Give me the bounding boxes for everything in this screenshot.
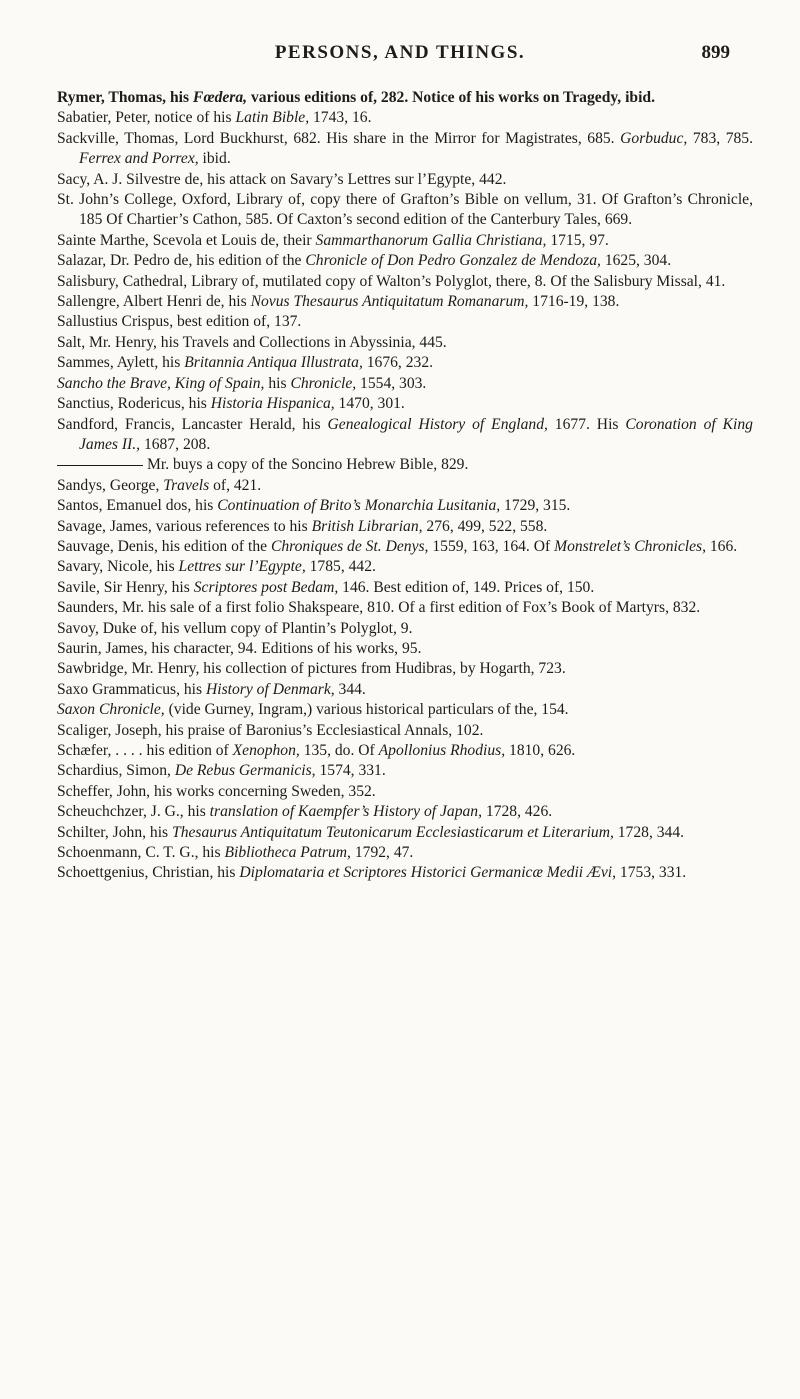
entry-text: 1470, 301. xyxy=(334,395,405,413)
entry-text: Schoettgenius, Christian, his xyxy=(57,864,240,882)
index-entry xyxy=(57,680,753,700)
italic-title: Monstrelet’s Chronicles, xyxy=(554,537,706,555)
entry-text: Saunders, Mr. his sale of a first folio Shakspeare, 810. Of a first edition of Fox’s Book of Martyrs, 832. xyxy=(57,599,701,617)
index-entry xyxy=(57,639,753,659)
entry-text: Scheffer, John, his works concerning Sweden, 352. xyxy=(57,782,376,800)
index-entry xyxy=(57,537,753,557)
italic-title: Coronation of King James II., xyxy=(79,415,753,453)
entry-text: various editions of, 282. Notice of his works on Tragedy, ibid. xyxy=(247,89,656,106)
index-entry xyxy=(57,782,753,802)
index-entry xyxy=(57,619,753,639)
entry-text: Salt, Mr. Henry, his Travels and Collections in Abyssinia, 445. xyxy=(57,333,447,351)
entry-text: 1753, 331. xyxy=(616,864,687,882)
index-entry xyxy=(57,863,753,883)
index-entries xyxy=(57,88,753,884)
index-entry xyxy=(57,272,753,292)
entry-text: Mr. buys a copy of the Soncino Hebrew Bible, 829. xyxy=(147,456,469,474)
italic-title: Ferrex and Porrex, xyxy=(79,150,199,168)
index-entry xyxy=(57,394,753,414)
italic-title: Historia Hispanica, xyxy=(210,395,335,413)
entry-text: 344. xyxy=(334,680,366,698)
entry-text: 1729, 315. xyxy=(500,497,571,515)
index-entry xyxy=(57,761,753,781)
italic-title: Britannia Antiqua Illustrata, xyxy=(184,354,363,372)
italic-title: Apollonius Rhodius, xyxy=(378,742,506,759)
italic-title: Scriptores post Bedam, xyxy=(193,578,339,596)
entry-text: 1716-19, 138. xyxy=(528,293,620,311)
index-entry xyxy=(57,251,753,271)
index-entry xyxy=(57,231,753,251)
entry-text: Sainte Marthe, Scevola et Louis de, their xyxy=(57,231,316,249)
entry-text: his xyxy=(264,374,291,392)
entry-text: Sackville, Thomas, Lord Buckhurst, 682. His share in the Mirror for Magistrates, 685. xyxy=(57,129,621,147)
entry-text: 1743, 16. xyxy=(309,109,372,127)
index-entry xyxy=(57,802,753,822)
index-entry xyxy=(57,312,753,332)
entry-text: Salisbury, Cathedral, Library of, mutilated copy of Walton’s Polyglot, there, 8. Of the Salisbury Missal, 41. xyxy=(57,272,726,290)
entry-text: 1785, 442. xyxy=(305,558,376,576)
entry-text: Sallengre, Albert Henri de, his xyxy=(57,293,251,311)
entry-text: 783, 785. xyxy=(687,129,754,147)
italic-title: translation of Kaempfer’s History of Japan, xyxy=(209,803,482,821)
index-entry xyxy=(57,700,753,720)
entry-text: Schæfer, . . . . his edition of xyxy=(57,742,233,759)
italic-title: Fœdera, xyxy=(192,89,248,106)
index-entry xyxy=(57,578,753,598)
page-number: 899 xyxy=(701,42,730,63)
entry-text: Savary, Nicole, his xyxy=(57,558,179,576)
entry-text: 1728, 426. xyxy=(482,803,553,821)
entry-text: 166. xyxy=(705,537,738,555)
entry-text: 135, do. Of xyxy=(299,742,379,759)
entry-text: Saxo Grammaticus, his xyxy=(57,680,206,698)
index-entry xyxy=(57,353,753,373)
index-entry xyxy=(57,415,753,456)
index-entry xyxy=(57,476,753,496)
italic-title: Sammarthanorum Gallia Christiana, xyxy=(315,231,547,249)
entry-text: 1792, 47. xyxy=(350,844,414,862)
entry-text: Savage, James, various references to his xyxy=(57,517,312,535)
entry-text: Sammes, Aylett, his xyxy=(57,354,185,372)
index-entry xyxy=(57,843,753,863)
italic-title: Latin Bible, xyxy=(235,109,310,127)
italic-title: Lettres sur l’Egypte, xyxy=(178,558,306,576)
entry-text: Sawbridge, Mr. Henry, his collection of pictures from Hudibras, by Hogarth, 723. xyxy=(57,660,566,678)
italic-title: De Rebus Germanicis, xyxy=(174,762,316,780)
index-entry xyxy=(57,823,753,843)
entry-text: 1559, 163, 164. Of xyxy=(428,537,555,555)
index-entry xyxy=(57,129,753,170)
entry-text: Sandford, Francis, Lancaster Herald, his xyxy=(57,415,328,433)
entry-text: Sabatier, Peter, notice of his xyxy=(57,109,236,127)
entry-text: 1677. His xyxy=(547,415,626,433)
index-entry xyxy=(57,496,753,516)
italic-title: Diplomataria et Scriptores Historici Germanicæ Medii Ævi, xyxy=(239,864,617,882)
entry-text: Sauvage, Denis, his edition of the xyxy=(57,537,271,555)
italic-title: Gorbuduc, xyxy=(620,129,688,147)
italic-title: Xenophon, xyxy=(232,742,300,759)
index-entry xyxy=(57,659,753,679)
italic-title: Thesaurus Antiquitatum Teutonicarum Ecclesiasticarum et Literarium, xyxy=(172,823,614,841)
entry-text: Schilter, John, his xyxy=(57,823,173,841)
entry-text: Savile, Sir Henry, his xyxy=(57,578,194,596)
entry-text: ibid. xyxy=(198,150,231,168)
entry-text: Sanctius, Rodericus, his xyxy=(57,395,211,413)
ditto-rule xyxy=(57,465,143,466)
entry-text: 1687, 208. xyxy=(140,435,211,453)
entry-text: Sacy, A. J. Silvestre de, his attack on Savary’s Lettres sur l’Egypte, 442. xyxy=(57,170,507,188)
index-entry xyxy=(57,374,753,394)
index-entry xyxy=(57,517,753,537)
italic-title: Continuation of Brito’s Monarchia Lusitania, xyxy=(217,497,501,515)
running-header xyxy=(70,42,730,68)
entry-text: Santos, Emanuel dos, his xyxy=(57,497,218,515)
index-entry xyxy=(57,721,753,741)
index-entry xyxy=(57,190,753,231)
entry-text: (vide Gurney, Ingram,) various historical particulars of the, 154. xyxy=(164,701,569,719)
entry-text: 146. Best edition of, 149. Prices of, 150. xyxy=(338,578,595,596)
entry-text: 1625, 304. xyxy=(600,252,672,270)
italic-title: Chronicle of Don Pedro Gonzalez de Mendoza, xyxy=(305,252,601,270)
entry-text: 1715, 97. xyxy=(546,231,609,249)
running-title: PERSONS, AND THINGS. xyxy=(274,42,526,63)
entry-text: Sandys, George, xyxy=(57,476,164,494)
entry-text: Sallustius Crispus, best edition of, 137. xyxy=(57,313,302,331)
index-entry xyxy=(57,333,753,353)
italic-title: Genealogical History of England, xyxy=(327,415,548,433)
italic-title: Saxon Chronicle, xyxy=(57,701,165,719)
entry-text: Saurin, James, his character, 94. Editions of his works, 95. xyxy=(57,639,422,657)
entry-text: Salazar, Dr. Pedro de, his edition of the xyxy=(57,252,306,270)
index-entry xyxy=(57,741,753,761)
entry-text: 1554, 303. xyxy=(356,374,427,392)
italic-title: Chroniques de St. Denys, xyxy=(270,537,429,555)
entry-text: Schardius, Simon, xyxy=(57,762,175,780)
entry-text: Rymer, Thomas, his xyxy=(57,89,193,106)
entry-text: 1574, 331. xyxy=(315,762,386,780)
entry-text: Scheuchchzer, J. G., his xyxy=(57,803,210,821)
italic-title: British Librarian, xyxy=(311,517,423,535)
italic-title: Travels xyxy=(163,476,210,494)
index-entry xyxy=(57,108,753,128)
entry-text: 1676, 232. xyxy=(362,354,434,372)
index-entry xyxy=(57,455,753,475)
entry-text: Scaliger, Joseph, his praise of Baronius’s Ecclesiastical Annals, 102. xyxy=(57,721,484,739)
index-entry xyxy=(57,292,753,312)
index-entry xyxy=(57,557,753,577)
entry-text: of, 421. xyxy=(209,476,262,494)
entry-text: St. John’s College, Oxford, Library of, copy there of Grafton’s Bible on vellum, 31. Of Grafton’s Chronicle, 185 Of Chartier’s Cathon, 585. Of Caxton’s second edition of the Canterbury Tales, 669. xyxy=(57,191,753,229)
index-entry xyxy=(57,170,753,190)
entry-text: Savoy, Duke of, his vellum copy of Plantin’s Polyglot, 9. xyxy=(57,619,413,637)
italic-title: Bibliotheca Patrum, xyxy=(224,844,351,862)
index-entry xyxy=(57,88,753,108)
italic-title: History of Denmark, xyxy=(206,680,335,698)
italic-title: Novus Thesaurus Antiquitatum Romanarum, xyxy=(250,293,529,311)
entry-text: Schoenmann, C. T. G., his xyxy=(57,844,225,862)
italic-title: Chronicle, xyxy=(290,374,357,392)
index-entry xyxy=(57,598,753,618)
italic-title: Sancho the Brave, King of Spain, xyxy=(57,374,265,392)
entry-text: 1810, 626. xyxy=(505,742,576,759)
entry-text: 1728, 344. xyxy=(613,823,685,841)
entry-text: 276, 499, 522, 558. xyxy=(422,517,548,535)
